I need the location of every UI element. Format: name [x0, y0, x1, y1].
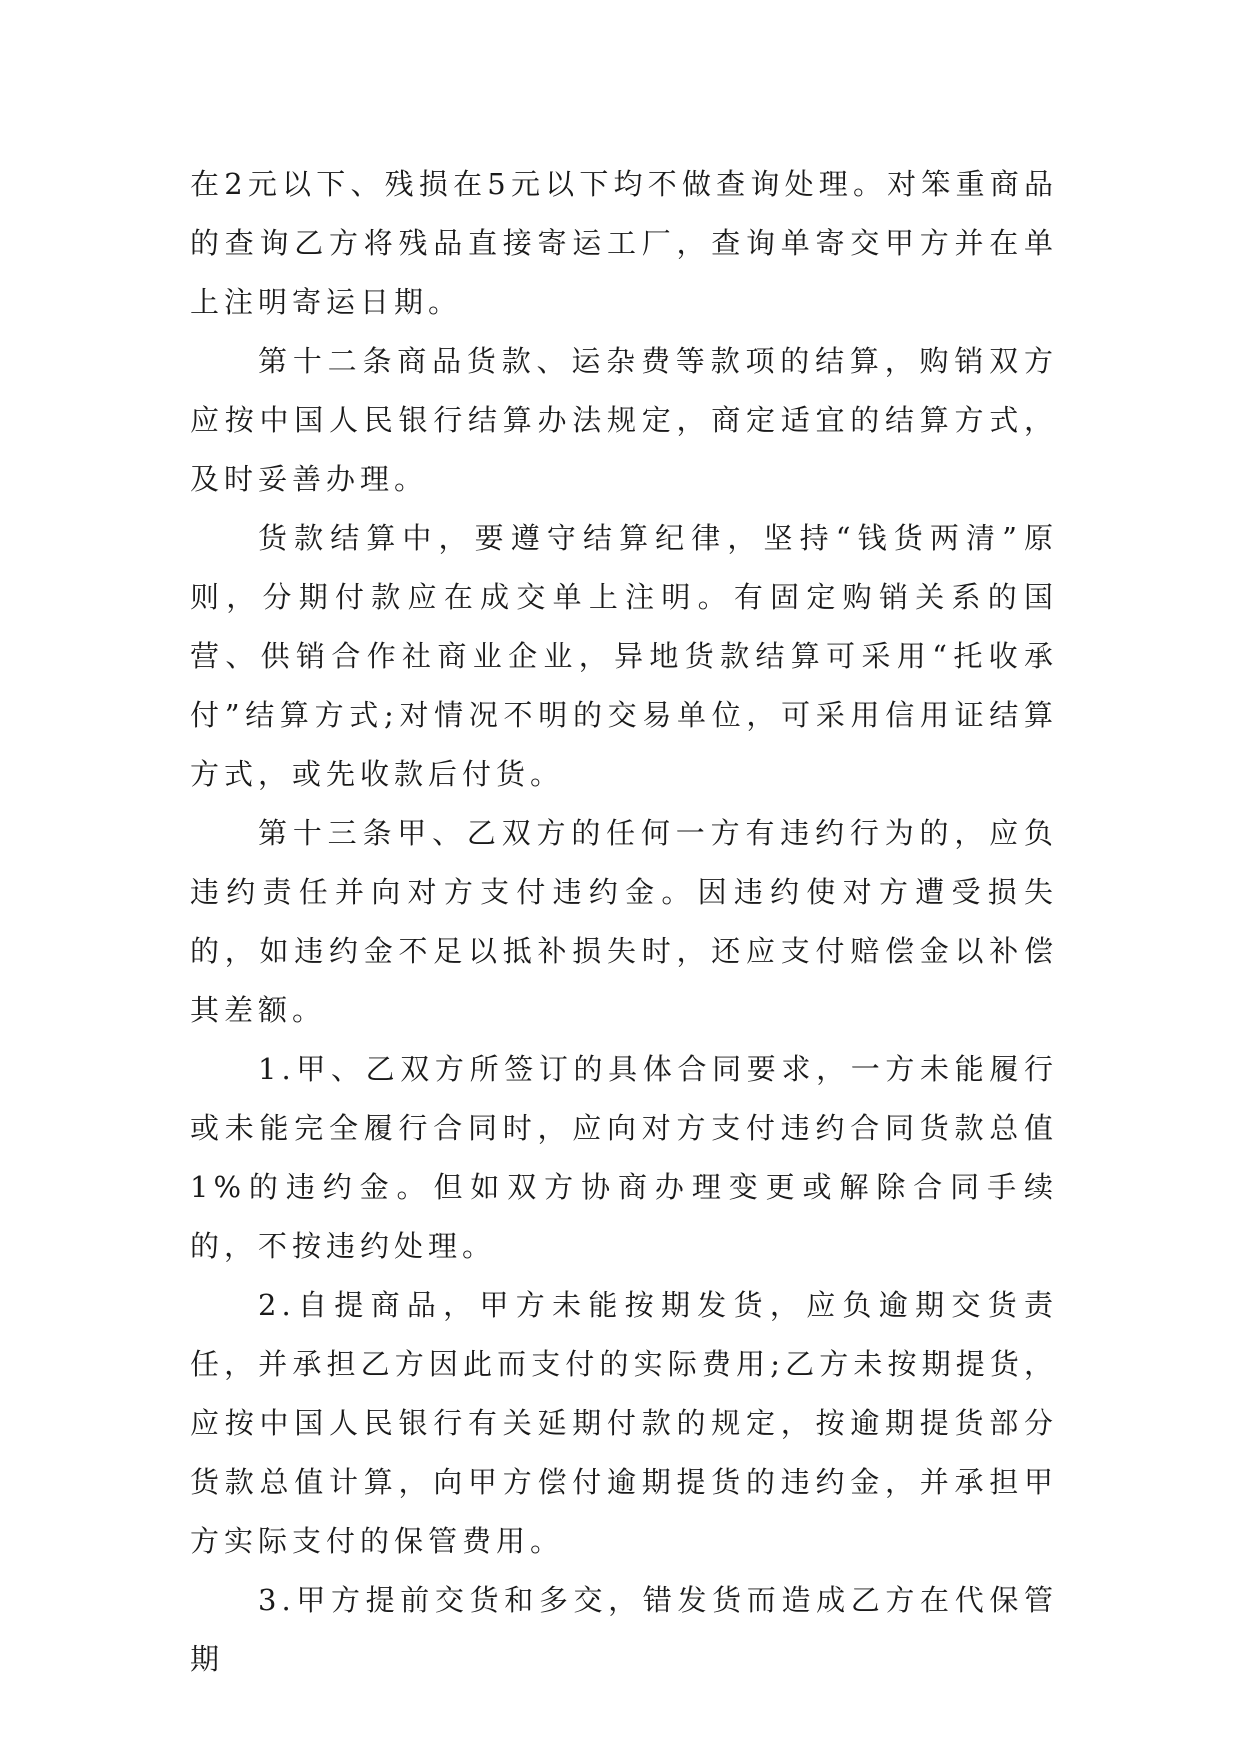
paragraph-item-3: 3.甲方提前交货和多交，错发货而造成乙方在代保管期	[190, 1583, 1058, 1676]
paragraph-continuation: 在2元以下、残损在5元以下均不做查询处理。对笨重商品的查询乙方将残品直接寄运工厂，查询单寄交甲方并在单上注明寄运日期。	[190, 167, 1058, 319]
document-body	[190, 155, 1058, 1689]
paragraph-item-1: 1.甲、乙双方所签订的具体合同要求，一方未能履行或未能完全履行合同时，应向对方支付违约合同货款总值1%的违约金。但如双方协商办理变更或解除合同手续的，不按违约处理。	[190, 1052, 1058, 1263]
paragraph-item-2: 2.自提商品，甲方未能按期发货，应负逾期交货责任，并承担乙方因此而支付的实际费用;乙方未按期提货，应按中国人民银行有关延期付款的规定，按逾期提货部分货款总值计算，向甲方偿付逾期提货的违约金，并承担甲方实际支付的保管费用。	[190, 1288, 1058, 1558]
paragraph-settlement-rules: 货款结算中，要遵守结算纪律，坚持“钱货两清”原则，分期付款应在成交单上注明。有固定购销关系的国营、供销合作社商业企业，异地货款结算可采用“托收承付”结算方式;对情况不明的交易单位，可采用信用证结算方式，或先收款后付货。	[190, 521, 1058, 791]
paragraph-article-13: 第十三条甲、乙双方的任何一方有违约行为的，应负违约责任并向对方支付违约金。因违约使对方遭受损失的，如违约金不足以抵补损失时，还应支付赔偿金以补偿其差额。	[190, 816, 1058, 1027]
paragraph-article-12: 第十二条商品货款、运杂费等款项的结算，购销双方应按中国人民银行结算办法规定，商定适宜的结算方式，及时妥善办理。	[190, 344, 1058, 496]
